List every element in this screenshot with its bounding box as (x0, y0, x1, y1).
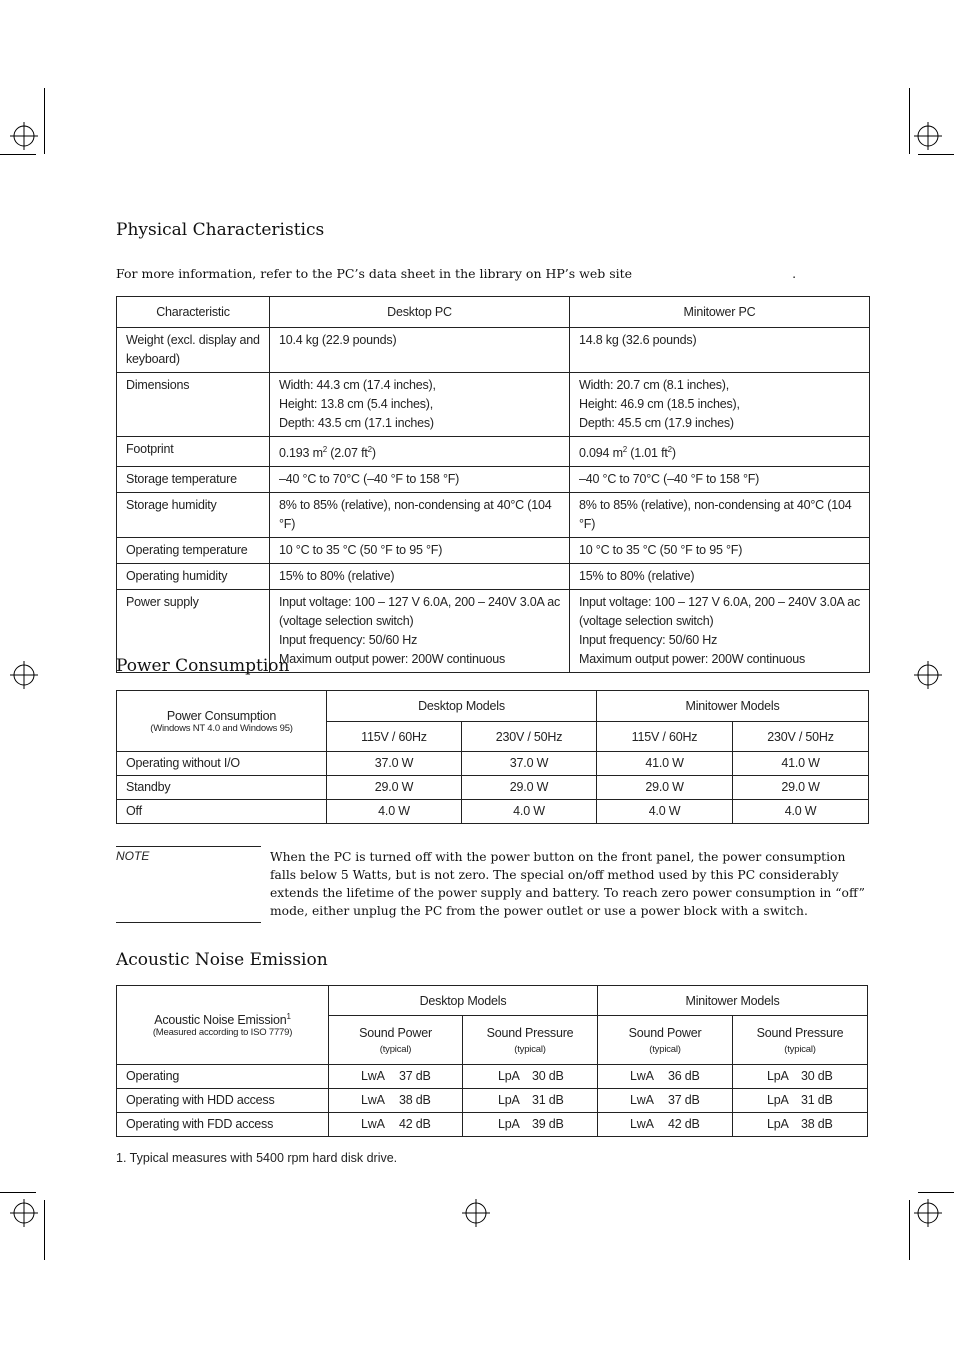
table-row (117, 1113, 868, 1137)
row-label: Storage temperature (117, 467, 270, 493)
table-row (117, 800, 869, 824)
unit-label: LwA (361, 1117, 385, 1131)
crop-mark (0, 1192, 36, 1193)
unit-label: LpA (767, 1093, 789, 1107)
db-value: 42 dB (399, 1117, 431, 1131)
subheader-note: (typical) (514, 1043, 546, 1055)
cell-value: 41.0 W (733, 752, 869, 776)
cell-desktop: –40 °C to 70°C (–40 °F to 158 °F) (270, 467, 570, 493)
cell-line: Input voltage: 100 – 127 V 6.0A, 200 – 240V 3.0A ac (279, 595, 560, 610)
corner-title: Power Consumption (166, 708, 277, 723)
row-label: Operating (117, 1065, 329, 1089)
row-label: Operating humidity (117, 564, 270, 590)
subheader-voltage: 115V / 60Hz (327, 722, 462, 752)
row-label: Off (117, 800, 327, 824)
subheader-measure (733, 1016, 868, 1065)
subheader-label: Sound Pressure (486, 1025, 574, 1040)
crop-mark (909, 88, 910, 154)
table-row (117, 373, 870, 437)
cell-value: 37.0 W (462, 752, 597, 776)
footnote: 1. Typical measures with 5400 rpm hard disk drive. (116, 1151, 398, 1165)
registration-mark-icon (914, 661, 942, 689)
physical-heading: Physical Characteristics (116, 220, 325, 240)
unit-label: LwA (630, 1069, 654, 1083)
group-desktop: Desktop Models (329, 986, 598, 1016)
cell-line: (voltage selection switch) (579, 614, 714, 629)
subheader-voltage: 230V / 50Hz (462, 722, 597, 752)
subheader-voltage: 230V / 50Hz (733, 722, 869, 752)
table-row (117, 493, 870, 538)
cell-value: 29.0 W (327, 776, 462, 800)
cell-minitower: 8% to 85% (relative), non-condensing at 40°C (104 °F) (570, 493, 870, 538)
table-header-row (117, 297, 870, 328)
note-top-rule (116, 846, 261, 847)
cell-desktop (270, 590, 570, 673)
cell-value (463, 1065, 598, 1089)
cell-line: Input voltage: 100 – 127 V 6.0A, 200 – 240V 3.0A ac (579, 595, 860, 610)
db-value: 31 dB (532, 1093, 564, 1107)
cell-value (329, 1113, 463, 1137)
note-text: When the PC is turned off with the power button on the front panel, the power consumption falls below 5 Watts, but is not zero. The special on/off method used by this PC considerably extends the lifetime of the power supply and battery. To reach zero power consumption in “off” mode, either unplug the PC from the power outlet or use a power block with a switch. (270, 850, 865, 918)
cell-line: Input frequency: 50/60 Hz (279, 633, 418, 648)
cell-value: 29.0 W (597, 776, 733, 800)
db-value: 30 dB (532, 1069, 564, 1083)
db-value: 38 dB (399, 1093, 431, 1107)
crop-mark (909, 1200, 910, 1260)
db-value: 30 dB (801, 1069, 833, 1083)
table-row (117, 564, 870, 590)
corner-subtitle: (Measured according to ISO 7779) (152, 1027, 293, 1039)
registration-mark-icon (10, 1199, 38, 1227)
power-table (116, 690, 869, 824)
cell-value: 4.0 W (327, 800, 462, 824)
cell-minitower: 14.8 kg (32.6 pounds) (570, 328, 870, 373)
cell-minitower (570, 373, 870, 437)
table-row (117, 467, 870, 493)
cell-value (329, 1065, 463, 1089)
db-value: 36 dB (668, 1069, 700, 1083)
unit-label: LpA (767, 1069, 789, 1083)
subheader-note: (typical) (784, 1043, 816, 1055)
cell-value (733, 1065, 868, 1089)
db-value: 39 dB (532, 1117, 564, 1131)
unit-label: LwA (630, 1117, 654, 1131)
crop-mark (918, 1192, 954, 1193)
power-heading: Power Consumption (116, 656, 290, 676)
table-row (117, 437, 870, 467)
row-label: Operating with HDD access (117, 1089, 329, 1113)
cell-line: Input frequency: 50/60 Hz (579, 633, 718, 648)
cell-value: 4.0 W (733, 800, 869, 824)
unit-label: LpA (498, 1117, 520, 1131)
db-value: 31 dB (801, 1093, 833, 1107)
header-minitower: Minitower PC (570, 297, 870, 328)
table-row (117, 1065, 868, 1089)
row-label: Storage humidity (117, 493, 270, 538)
unit-label: LwA (630, 1093, 654, 1107)
row-label: Dimensions (117, 373, 270, 437)
header-desktop: Desktop PC (270, 297, 570, 328)
crop-mark (44, 88, 45, 154)
note-label: NOTE (116, 849, 150, 863)
cell-line: Width: 20.7 cm (8.1 inches), (579, 378, 730, 392)
cell-value: 4.0 W (462, 800, 597, 824)
cell-value (733, 1089, 868, 1113)
cell-value (598, 1113, 733, 1137)
table-row (117, 328, 870, 373)
physical-table (116, 296, 870, 673)
cell-minitower (570, 590, 870, 673)
cell-desktop (270, 373, 570, 437)
cell-value: 41.0 W (597, 752, 733, 776)
table-row (117, 538, 870, 564)
cell-value: 4.0 W (597, 800, 733, 824)
registration-mark-icon (914, 1199, 942, 1227)
cell-line: Width: 44.3 cm (17.4 inches), (279, 378, 436, 392)
table-row (117, 776, 869, 800)
corner-subtitle: (Windows NT 4.0 and Windows 95) (150, 722, 293, 734)
group-minitower: Minitower Models (598, 986, 868, 1016)
cell-line: Maximum output power: 200W continuous (579, 652, 806, 667)
cell-minitower: 10 °C to 35 °C (50 °F to 95 °F) (570, 538, 870, 564)
cell-value (598, 1089, 733, 1113)
intro-text (116, 266, 796, 281)
crop-mark (918, 154, 954, 155)
subheader-label: Sound Power (359, 1025, 432, 1040)
subheader-measure (598, 1016, 733, 1065)
row-label: Weight (excl. display and keyboard) (117, 328, 270, 373)
cell-desktop: 10 °C to 35 °C (50 °F to 95 °F) (270, 538, 570, 564)
cell-value (463, 1089, 598, 1113)
row-label: Power supply (117, 590, 270, 673)
group-minitower: Minitower Models (597, 691, 869, 722)
subheader-measure (329, 1016, 463, 1065)
cell-value (463, 1113, 598, 1137)
table-row (117, 1089, 868, 1113)
row-label: Operating without I/O (117, 752, 327, 776)
cell-value: 29.0 W (462, 776, 597, 800)
unit-label: LpA (498, 1069, 520, 1083)
subheader-voltage: 115V / 60Hz (597, 722, 733, 752)
cell-value: 37.0 W (327, 752, 462, 776)
acoustic-table (116, 985, 868, 1137)
cell-minitower: 0.094 $m^2$ (1.01 $ft^2$) (570, 437, 870, 467)
cell-line: Depth: 45.5 cm (17.9 inches) (579, 416, 734, 430)
header-characteristic: Characteristic (117, 297, 270, 328)
cell-value (598, 1065, 733, 1089)
db-value: 37 dB (399, 1069, 431, 1083)
cell-line: (voltage selection switch) (279, 614, 414, 629)
db-value: 37 dB (668, 1093, 700, 1107)
registration-mark-icon (914, 122, 942, 150)
crop-mark (0, 154, 36, 155)
acoustic-heading: Acoustic Noise Emission (116, 950, 328, 970)
power-corner-header (117, 691, 327, 752)
db-value: 42 dB (668, 1117, 700, 1131)
acoustic-corner-header (117, 986, 329, 1065)
db-value: 38 dB (801, 1117, 833, 1131)
intro-sentence: For more information, refer to the PC’s data sheet in the library on HP’s web site (116, 266, 633, 281)
cell-value (733, 1113, 868, 1137)
group-desktop: Desktop Models (327, 691, 597, 722)
unit-label: LpA (767, 1117, 789, 1131)
cell-line: Depth: 43.5 cm (17.1 inches) (279, 416, 434, 430)
subheader-label: Sound Power (628, 1025, 702, 1040)
cell-line: Maximum output power: 200W continuous (279, 652, 506, 667)
subheader-measure (463, 1016, 598, 1065)
row-label: Operating temperature (117, 538, 270, 564)
cell-value (329, 1089, 463, 1113)
subheader-label: Sound Pressure (756, 1025, 844, 1040)
registration-mark-icon (462, 1199, 490, 1227)
unit-label: LwA (361, 1069, 385, 1083)
unit-label: LwA (361, 1093, 385, 1107)
cell-desktop: 0.193 $m^2$ (2.07 $ft^2$) (270, 437, 570, 467)
registration-mark-icon (10, 122, 38, 150)
cell-desktop: 15% to 80% (relative) (270, 564, 570, 590)
footnote-ref: 1 (286, 1011, 291, 1021)
row-label: Footprint (117, 437, 270, 467)
note-bottom-rule (116, 922, 261, 923)
crop-mark (44, 1200, 45, 1260)
registration-mark-icon (10, 661, 38, 689)
intro-period: . (792, 266, 797, 281)
subheader-note: (typical) (649, 1043, 681, 1055)
cell-minitower: 15% to 80% (relative) (570, 564, 870, 590)
corner-title (117, 1012, 328, 1027)
table-row (117, 752, 869, 776)
unit-label: LpA (498, 1093, 520, 1107)
row-label: Operating with FDD access (117, 1113, 329, 1137)
cell-desktop: 10.4 kg (22.9 pounds) (270, 328, 570, 373)
cell-line: Height: 13.8 cm (5.4 inches), (279, 397, 433, 411)
corner-title-text: Acoustic Noise Emission (154, 1013, 287, 1028)
cell-desktop: 8% to 85% (relative), non-condensing at 40°C (104 °F) (270, 493, 570, 538)
subheader-note: (typical) (379, 1043, 412, 1055)
row-label: Standby (117, 776, 327, 800)
cell-line: Height: 46.9 cm (18.5 inches), (579, 397, 740, 411)
cell-value: 29.0 W (733, 776, 869, 800)
cell-minitower: –40 °C to 70°C (–40 °F to 158 °F) (570, 467, 870, 493)
